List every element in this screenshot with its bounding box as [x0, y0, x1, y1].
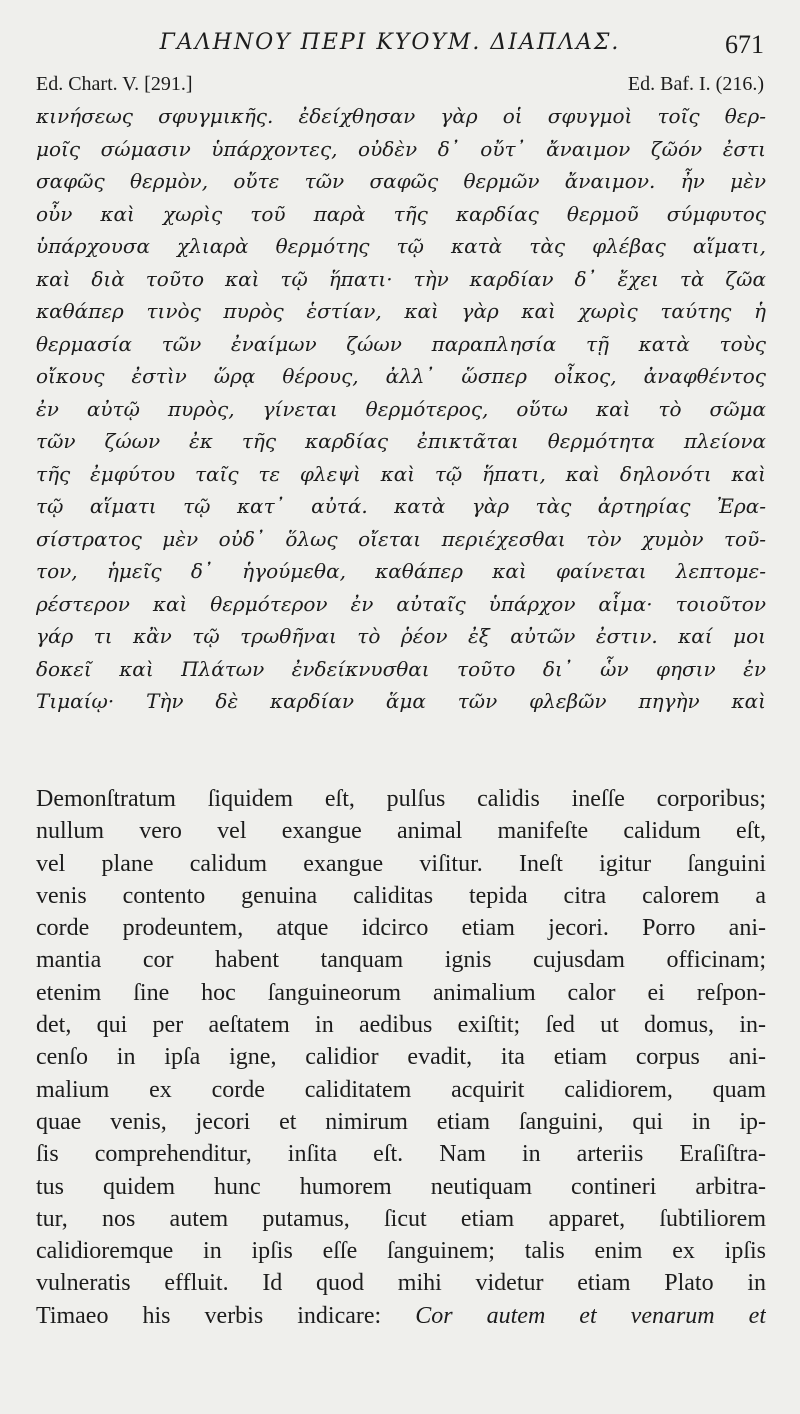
- edition-reference-line: [36, 73, 764, 103]
- greek-line: οὖν καὶ χωρὶς τοῦ παρὰ τῆς καρδίας θερμοῦ σύμφυτος: [36, 201, 766, 226]
- latin-line: cenſo in ipſa igne, calidior evadit, ita etiam corpus ani-: [36, 1044, 766, 1071]
- greek-line: τῆς ἐμφύτου ταῖς τε φλεψὶ καὶ τῷ ἥπατι, καὶ δηλονότι καὶ: [36, 461, 766, 486]
- latin-line: vel plane calidum exangue viſitur. Ineſt igitur ſanguini: [36, 850, 766, 877]
- greek-line: Τιμαίῳ· Τὴν δὲ καρδίαν ἅμα τῶν φλεβῶν πηγὴν καὶ: [36, 689, 766, 713]
- edition-chart-reference: Ed. Chart. V. [291.]: [36, 73, 193, 95]
- latin-line: quae venis, jecori et nimirum etiam ſanguini, qui in ip-: [36, 1108, 766, 1135]
- latin-line-last-roman: Timaeo his verbis indicare:: [36, 1302, 382, 1329]
- latin-line: etenim ſine hoc ſanguineorum animalium calor ei reſpon-: [36, 979, 766, 1006]
- latin-line: nullum vero vel exangue animal manifeſte calidum eſt,: [36, 818, 766, 845]
- greek-text-block: [36, 100, 766, 718]
- greek-line: ἐν αὐτῷ πυρὸς, γίνεται θερμότερος, οὕτω καὶ τὸ σῶμα: [36, 396, 766, 421]
- page-number: 671: [725, 30, 764, 59]
- greek-line: γάρ τι κἂν τῷ τρωθῆναι τὸ ῥέον ἐξ αὐτῶν ἐστιν. καί μοι: [36, 624, 766, 648]
- greek-line: οἴκους ἐστὶν ὥρᾳ θέρους, ἀλλ᾽ ὥσπερ οἶκος, ἀναφθέντος: [36, 364, 766, 388]
- latin-line: corde prodeuntem, atque idcirco etiam jecori. Porro ani-: [36, 915, 766, 942]
- latin-line: tus quidem hunc humorem neutiquam contineri arbitra-: [36, 1173, 766, 1200]
- greek-line: μοῖς σώμασιν ὑπάρχοντες, οὐδὲν δ᾽ οὔτ᾽ ἄναιμον ζῶόν ἐστι: [36, 136, 766, 161]
- greek-line: καθάπερ τινὸς πυρὸς ἑστίαν, καὶ γὰρ καὶ χωρὶς ταύτης ἡ: [36, 299, 766, 323]
- latin-line: venis contento genuina caliditas tepida citra calorem a: [36, 882, 766, 909]
- latin-line: tur, nos autem putamus, ſicut etiam apparet, ſubtiliorem: [36, 1205, 766, 1232]
- greek-line: τῶν ζώων ἐκ τῆς καρδίας ἐπικτᾶται θερμότητα πλείονα: [36, 429, 766, 453]
- latin-line: malium ex corde caliditatem acquirit calidiorem, quam: [36, 1076, 766, 1103]
- greek-line: δοκεῖ καὶ Πλάτων ἐνδείκνυσθαι τοῦτο δι᾽ ὧν φησιν ἐν: [36, 656, 766, 681]
- edition-basel-reference: Ed. Baf. I. (216.): [627, 73, 764, 95]
- latin-line: ſis comprehenditur, inſita eſt. Nam in arteriis Eraſiſtra-: [36, 1141, 766, 1168]
- latin-translation-block: [36, 783, 766, 1332]
- greek-line: καὶ διὰ τοῦτο καὶ τῷ ἥπατι· τὴν καρδίαν δ᾽ ἔχει τὰ ζῶα: [36, 266, 766, 291]
- greek-line: σίστρατος μὲν οὐδ᾽ ὅλως οἴεται περιέχεσθαι τὸν χυμὸν τοῦ-: [36, 526, 766, 551]
- latin-line: mantia cor habent tanquam ignis cujusdam officinam;: [36, 947, 766, 974]
- greek-line: θερμασία τῶν ἐναίμων ζώων παραπλησία τῇ κατὰ τοὺς: [36, 331, 766, 356]
- latin-line: calidioremque in ipſis eſſe ſanguinem; talis enim ex ipſis: [36, 1238, 766, 1265]
- latin-line-last: [36, 1300, 766, 1332]
- greek-line: τον, ἡμεῖς δ᾽ ἡγούμεθα, καθάπερ καὶ φαίνεται λεπτομε-: [36, 559, 766, 583]
- latin-line: det, qui per aeſtatem in aedibus exiſtit; ſed ut domus, in-: [36, 1012, 766, 1039]
- latin-line: vulneratis effluit. Id quod mihi videtur etiam Plato in: [36, 1270, 766, 1297]
- greek-line: ρέστερον καὶ θερμότερον ἐν αὐταῖς ὑπάρχον αἷμα· τοιοῦτον: [36, 591, 766, 616]
- greek-line: τῷ αἵματι τῷ κατ᾽ αὐτά. κατὰ γὰρ τὰς ἀρτηρίας Ἐρα-: [36, 494, 766, 518]
- greek-line: ὑπάρχουσα χλιαρὰ θερμότης τῷ κατὰ τὰς φλέβας αἵματι,: [36, 234, 766, 258]
- greek-line: κινήσεως σφυγμικῆς. ἐδείχθησαν γὰρ οἱ σφυγμοὶ τοῖς θερ-: [36, 104, 766, 128]
- latin-line: Demonſtratum ſiquidem eſt, pulſus calidis ineſſe corporibus;: [36, 786, 766, 812]
- greek-line: σαφῶς θερμὸν, οὔτε τῶν σαφῶς θερμῶν ἄναιμον. ἦν μὲν: [36, 169, 766, 193]
- latin-line-last-italic: Cor autem et venarum et: [415, 1302, 766, 1329]
- running-head: ΓΑΛΗΝΟΥ ΠΕΡΙ ΚΥΟΥΜ. ΔΙΑΠΛΑΣ.: [159, 30, 621, 55]
